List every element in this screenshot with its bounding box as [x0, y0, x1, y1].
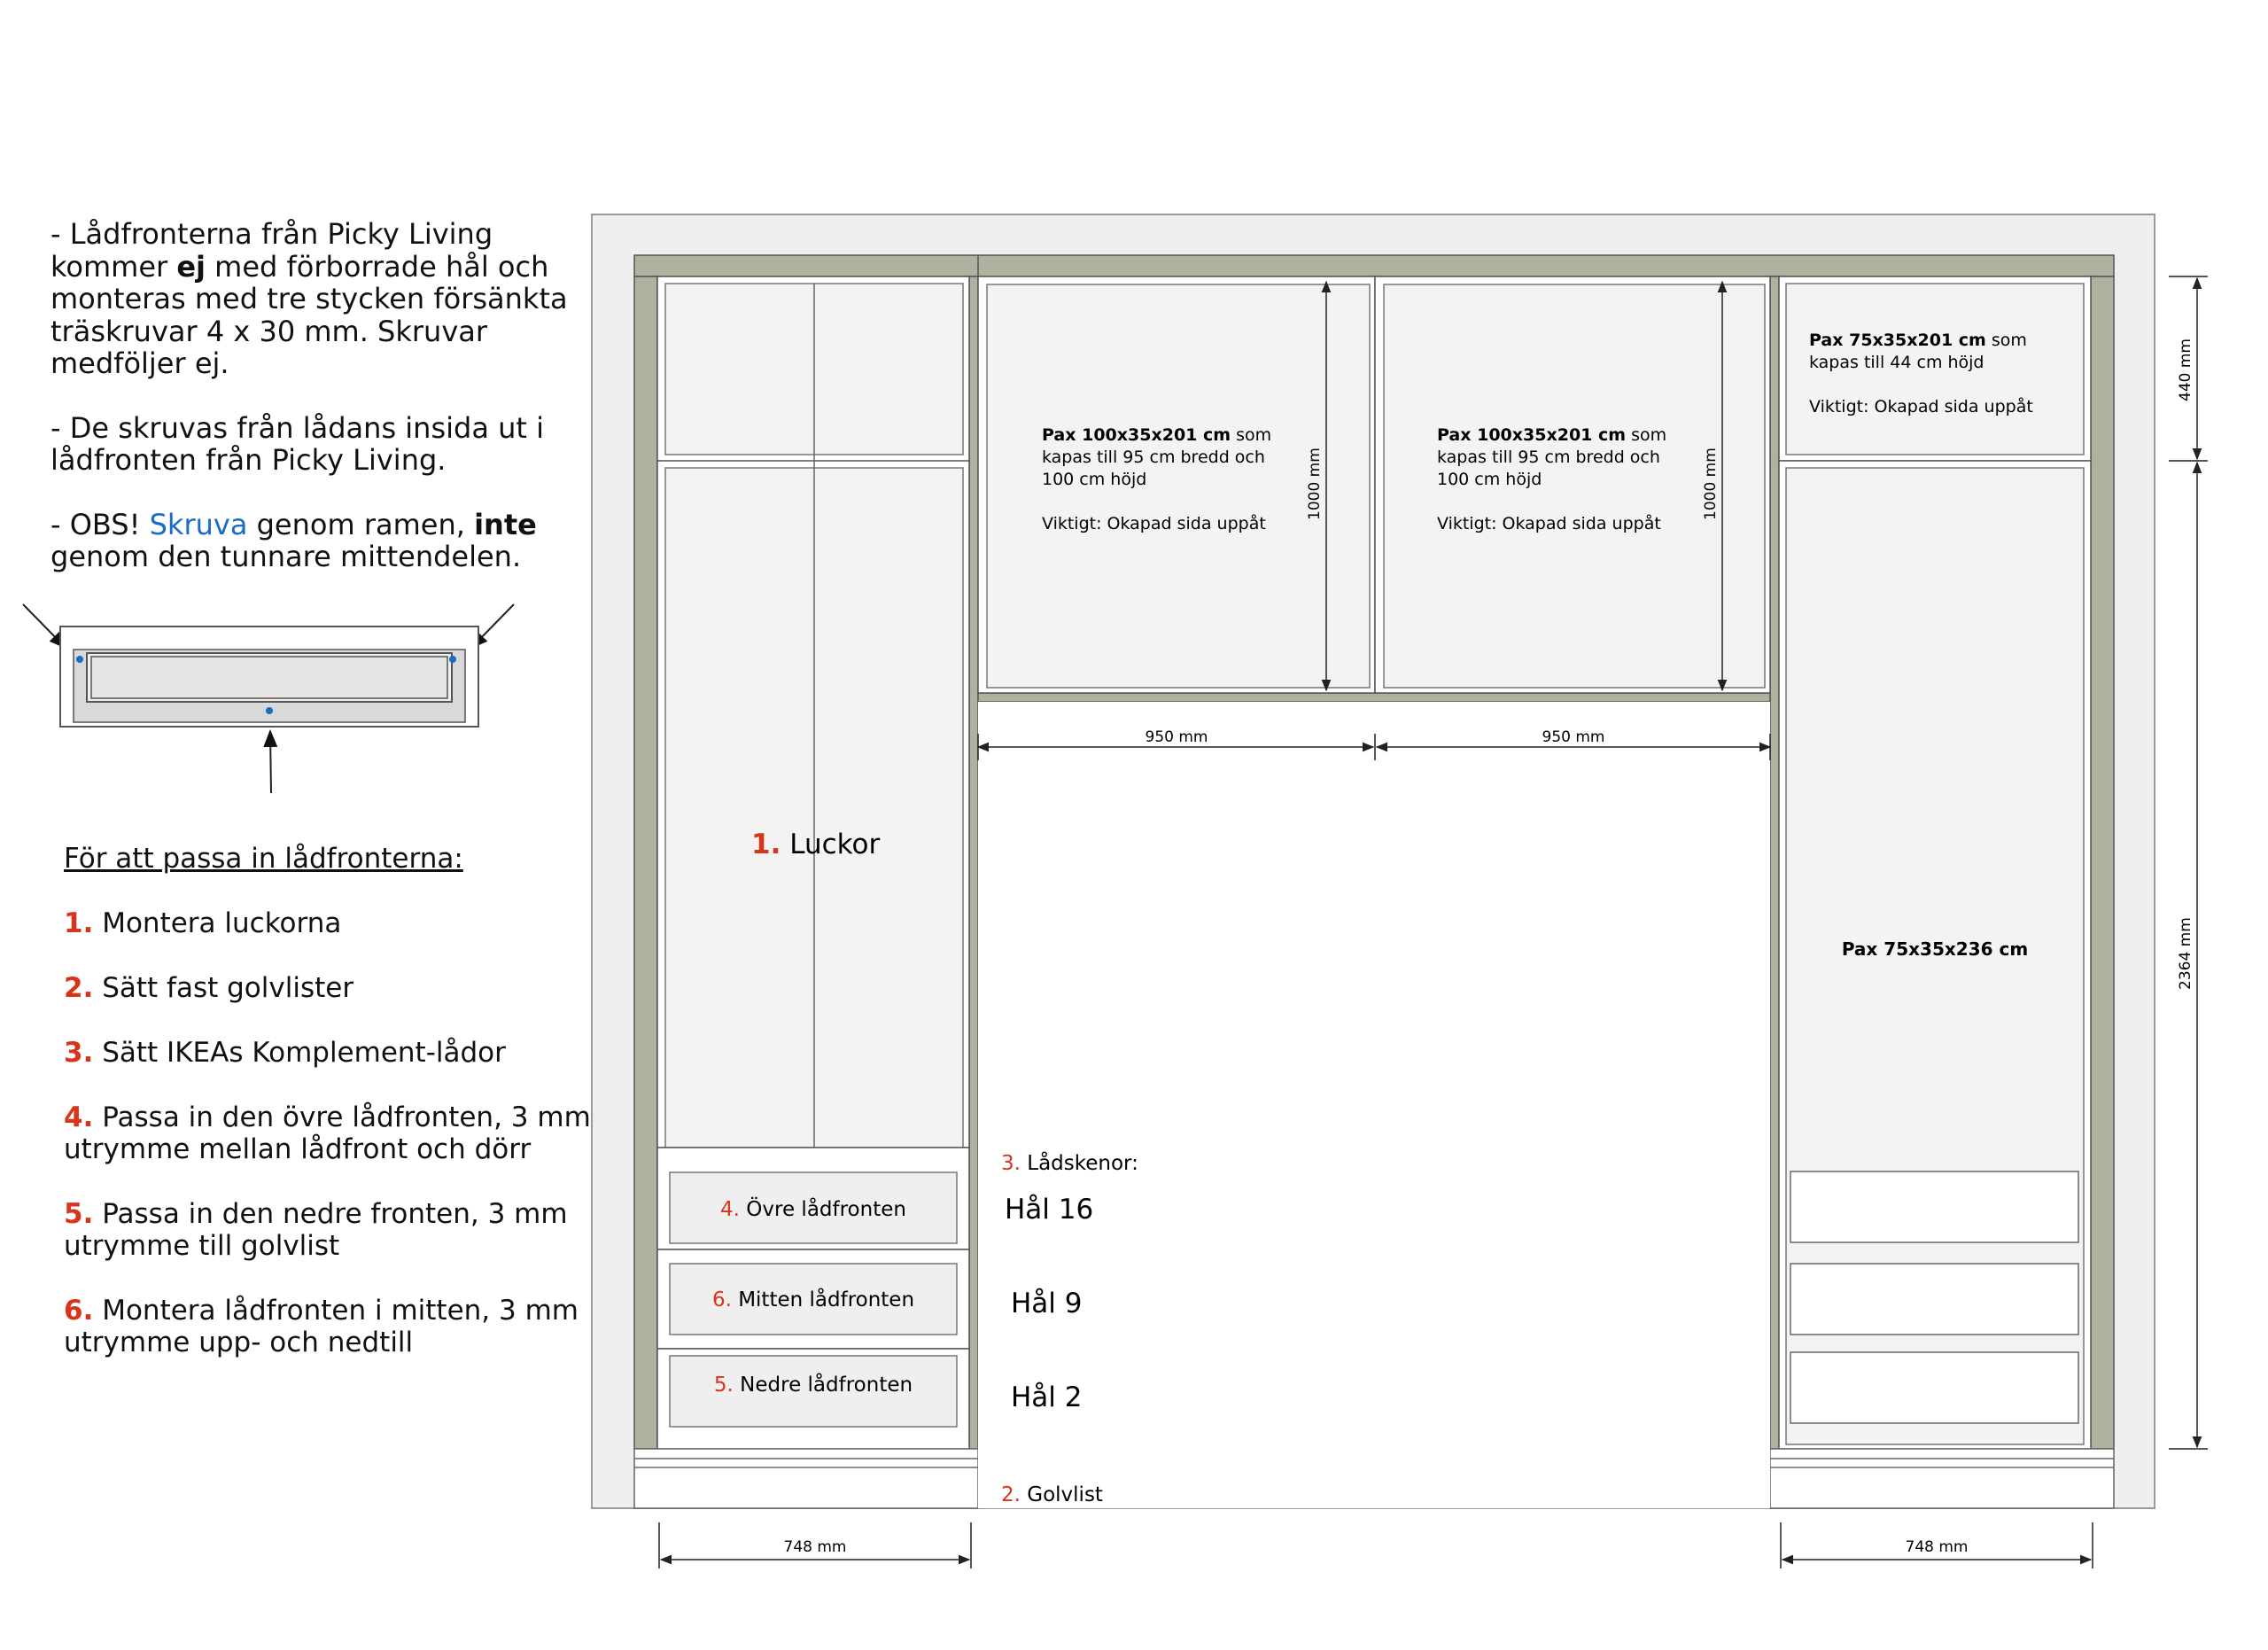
label-hal-2: Hål 2	[1011, 1381, 1083, 1413]
svg-text:100 cm höjd: 100 cm höjd	[1437, 470, 1542, 489]
dim-1000-right: 1000 mm	[1702, 448, 1720, 520]
note-inside: - De skruvas från lådans insida ut i lådfronten från Picky Living.	[50, 410, 544, 477]
step-5: 5. Passa in den nedre fronten, 3 mm utrymme till golvlist	[64, 1198, 568, 1262]
note-obs: - OBS! Skruva genom ramen, inte genom den tunnare mittendelen.	[50, 507, 537, 573]
note-screws: - Lådfronterna från Picky Living kommer ej med förborrade hål och monteras med tre stycken försänkta träskruvar 4 x 30 mm. Skruvar medföljer ej.	[50, 217, 568, 380]
label-luckor: 1. Luckor	[751, 829, 881, 860]
left-cabinet	[657, 276, 969, 1449]
svg-text:Pax 100x35x201 cm som: Pax 100x35x201 cm som	[1042, 425, 1272, 445]
dim-950-left: 950 mm	[1145, 728, 1208, 746]
svg-text:Pax 100x35x201 cm som: Pax 100x35x201 cm som	[1437, 425, 1667, 445]
drawer-profile-detail	[23, 604, 514, 793]
label-hal-9: Hål 9	[1011, 1288, 1083, 1319]
dim-2364: 2364 mm	[2177, 917, 2194, 990]
dim-440: 440 mm	[2177, 339, 2194, 401]
svg-text:kapas till 95 cm bredd och: kapas till 95 cm bredd och	[1437, 448, 1660, 467]
step-2: 2. Sätt fast golvlister	[64, 972, 354, 1004]
dim-1000-left: 1000 mm	[1306, 448, 1324, 520]
step-4: 4. Passa in den övre lådfronten, 3 mm utrymme mellan lådfront och dörr	[64, 1101, 591, 1165]
svg-text:kapas till 44 cm höjd: kapas till 44 cm höjd	[1809, 353, 1984, 372]
svg-text:Viktigt: Okapad sida uppåt: Viktigt: Okapad sida uppåt	[1042, 514, 1266, 533]
step-1: 1. Montera luckorna	[64, 907, 342, 939]
right-cabinet	[1779, 276, 2091, 1449]
label-drawer-lower: 5. Nedre lådfronten	[713, 1374, 913, 1397]
svg-text:kapas till 95 cm bredd och: kapas till 95 cm bredd och	[1042, 448, 1265, 467]
right-tall-label: Pax 75x35x236 cm	[1841, 938, 2029, 960]
label-ladskenor: 3. Lådskenor:	[1001, 1152, 1138, 1175]
svg-text:Pax 75x35x201 cm som: Pax 75x35x201 cm som	[1809, 331, 2027, 350]
svg-text:Viktigt: Okapad sida uppåt: Viktigt: Okapad sida uppåt	[1437, 514, 1661, 533]
opening	[978, 702, 1770, 1508]
label-golvlist: 2. Golvlist	[1001, 1483, 1103, 1506]
svg-text:100 cm höjd: 100 cm höjd	[1042, 470, 1147, 489]
step-3: 3. Sätt IKEAs Komplement-lådor	[64, 1037, 506, 1069]
dim-950-right: 950 mm	[1542, 728, 1605, 746]
label-drawer-middle: 6. Mitten lådfronten	[711, 1288, 915, 1311]
label-hal-16: Hål 16	[1005, 1194, 1094, 1226]
steps-header: För att passa in lådfronterna:	[64, 843, 463, 875]
svg-text:Viktigt: Okapad sida uppåt: Viktigt: Okapad sida uppåt	[1809, 397, 2033, 416]
step-6: 6. Montera lådfronten i mitten, 3 mm utrymme upp- och nedtill	[64, 1295, 579, 1358]
dim-748-right: 748 mm	[1905, 1538, 1969, 1556]
dim-748-left: 748 mm	[783, 1538, 847, 1556]
label-drawer-upper: 4. Övre lådfronten	[720, 1198, 906, 1221]
